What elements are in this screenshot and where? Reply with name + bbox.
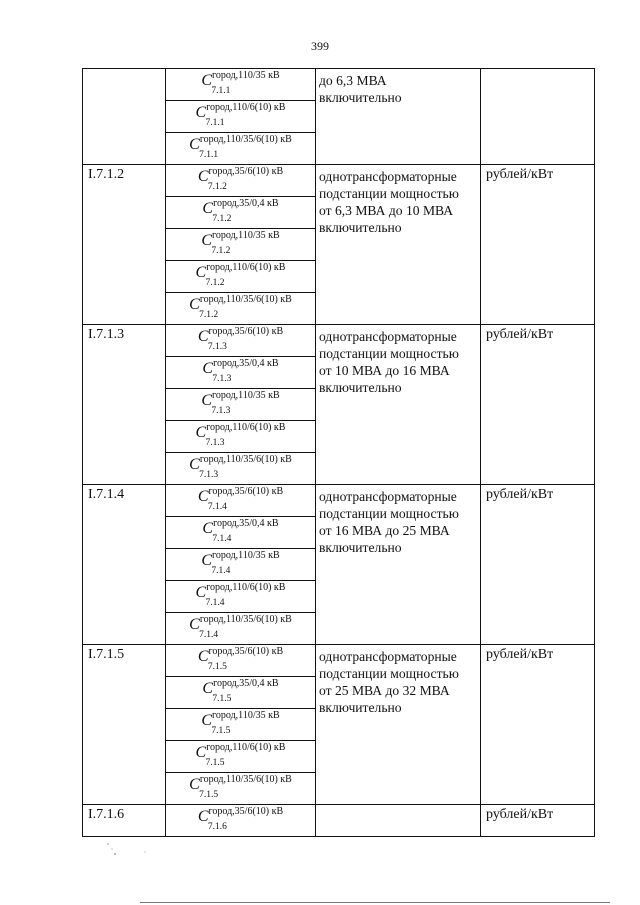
description-line: включительно bbox=[319, 380, 402, 395]
item-code: I.7.1.5 bbox=[83, 645, 166, 805]
rate-symbol-cell bbox=[166, 133, 316, 165]
rate-symbol-cell bbox=[166, 517, 316, 549]
description-line: от 25 МВА до 32 МВА bbox=[319, 683, 450, 698]
rate-symbol bbox=[189, 133, 292, 161]
rate-symbol-cell bbox=[166, 549, 316, 581]
rate-symbol-superscript: город,110/6(10) кВ bbox=[206, 422, 286, 433]
rate-symbol-cell bbox=[166, 197, 316, 229]
rate-symbol-base: C bbox=[197, 648, 209, 665]
rate-symbol-subscript: 7.1.3 bbox=[199, 470, 219, 480]
description-line: включительно bbox=[319, 540, 402, 555]
rate-symbol-subscript: 7.1.5 bbox=[205, 758, 225, 768]
rate-symbol-subscript: 7.1.1 bbox=[211, 86, 231, 96]
rate-symbol bbox=[196, 421, 286, 449]
table-row bbox=[83, 805, 595, 837]
rate-symbol-base: C bbox=[197, 808, 209, 825]
rate-symbol-cell bbox=[166, 421, 316, 453]
rate-symbol-superscript: город,110/35 кВ bbox=[212, 550, 280, 561]
description-line: включительно bbox=[319, 220, 402, 235]
rate-symbol-cell bbox=[166, 261, 316, 293]
description-line: однотрансформаторные bbox=[319, 169, 457, 184]
table-row bbox=[83, 485, 595, 517]
rate-symbol-cell bbox=[166, 485, 316, 517]
unit-of-measure: рублей/кВт bbox=[481, 645, 595, 805]
rate-symbol bbox=[201, 69, 279, 97]
rate-symbol-base: C bbox=[197, 328, 209, 345]
rate-symbol-base: C bbox=[195, 424, 207, 441]
rate-symbol-base: C bbox=[195, 264, 207, 281]
item-description bbox=[316, 69, 481, 165]
rate-symbol-subscript: 7.1.1 bbox=[205, 118, 225, 128]
rate-symbol-superscript: город,110/6(10) кВ bbox=[206, 102, 286, 113]
rate-symbol-subscript: 7.1.2 bbox=[199, 310, 219, 320]
rate-symbol-superscript: город,110/35/6(10) кВ bbox=[199, 774, 292, 785]
description-line: подстанции мощностью bbox=[319, 506, 459, 521]
rate-symbol-cell bbox=[166, 773, 316, 805]
rate-symbol-superscript: город,110/35/6(10) кВ bbox=[199, 454, 292, 465]
rate-symbol-subscript: 7.1.4 bbox=[199, 630, 219, 640]
rate-symbol bbox=[196, 261, 286, 289]
rate-symbol-base: C bbox=[201, 72, 213, 89]
rate-symbol-superscript: город,110/35 кВ bbox=[212, 230, 280, 241]
description-line: от 10 МВА до 16 МВА bbox=[319, 363, 450, 378]
rate-symbol-cell bbox=[166, 325, 316, 357]
rate-symbol-cell bbox=[166, 805, 316, 837]
rate-symbol bbox=[202, 677, 278, 705]
rate-symbol-base: C bbox=[195, 584, 207, 601]
description-line: однотрансформаторные bbox=[319, 329, 457, 344]
rate-symbol-cell bbox=[166, 389, 316, 421]
rate-symbol bbox=[196, 581, 286, 609]
rate-symbol-subscript: 7.1.5 bbox=[207, 662, 227, 672]
rate-symbol bbox=[198, 325, 283, 353]
rate-symbol-superscript: город,110/6(10) кВ bbox=[206, 582, 286, 593]
rate-symbol-cell bbox=[166, 613, 316, 645]
rate-symbol-base: C bbox=[197, 168, 209, 185]
rate-symbol-subscript: 7.1.2 bbox=[207, 182, 227, 192]
rate-symbol bbox=[189, 613, 292, 641]
rate-symbol-cell bbox=[166, 453, 316, 485]
rate-symbol-superscript: город,35/0,4 кВ bbox=[213, 198, 279, 209]
rate-symbol-superscript: город,35/0,4 кВ bbox=[213, 518, 279, 529]
rate-symbol-base: C bbox=[195, 744, 207, 761]
rate-symbol-base: C bbox=[189, 296, 200, 313]
rate-symbol-base: C bbox=[201, 712, 213, 729]
rate-symbol bbox=[202, 357, 278, 385]
rate-symbol-superscript: город,110/35 кВ bbox=[212, 710, 280, 721]
rate-symbol-cell bbox=[166, 165, 316, 197]
item-description bbox=[316, 485, 481, 645]
rate-symbol-cell bbox=[166, 581, 316, 613]
rate-symbol-superscript: город,110/35/6(10) кВ bbox=[199, 614, 292, 625]
item-code: I.7.1.6 bbox=[83, 805, 166, 837]
rate-symbol-subscript: 7.1.2 bbox=[205, 278, 225, 288]
unit-of-measure: рублей/кВт bbox=[481, 325, 595, 485]
rate-symbol-base: C bbox=[202, 360, 214, 377]
scan-speck-marks bbox=[105, 840, 165, 870]
description-line: от 6,3 МВА до 10 МВА bbox=[319, 203, 454, 218]
rate-symbol-base: C bbox=[189, 456, 200, 473]
item-code: I.7.1.2 bbox=[83, 165, 166, 325]
table-row bbox=[83, 69, 595, 101]
rate-symbol-superscript: город,110/35/6(10) кВ bbox=[199, 134, 292, 145]
rate-symbol-subscript: 7.1.3 bbox=[205, 438, 225, 448]
rate-symbol bbox=[201, 229, 279, 257]
rate-symbol-subscript: 7.1.6 bbox=[207, 822, 227, 832]
rate-symbol-base: C bbox=[189, 776, 200, 793]
rate-symbol bbox=[201, 389, 279, 417]
rate-symbol-base: C bbox=[197, 488, 209, 505]
rate-symbol-superscript: город,110/35/6(10) кВ bbox=[199, 294, 292, 305]
rate-symbol-superscript: город,35/6(10) кВ bbox=[208, 486, 284, 497]
description-line: до 6,3 МВА bbox=[319, 73, 387, 88]
description-line: однотрансформаторные bbox=[319, 649, 457, 664]
rate-symbol-base: C bbox=[189, 616, 200, 633]
item-description bbox=[316, 645, 481, 805]
rate-symbol-base: C bbox=[202, 520, 214, 537]
rate-symbol bbox=[202, 517, 278, 545]
rate-symbol-superscript: город,110/35 кВ bbox=[212, 70, 280, 81]
rate-symbol-subscript: 7.1.2 bbox=[212, 214, 232, 224]
rate-symbol-subscript: 7.1.4 bbox=[211, 566, 231, 576]
rate-symbol-subscript: 7.1.4 bbox=[205, 598, 225, 608]
rate-symbol-cell bbox=[166, 293, 316, 325]
description-line: от 16 МВА до 25 МВА bbox=[319, 523, 450, 538]
unit-of-measure: рублей/кВт bbox=[481, 485, 595, 645]
rate-symbol-base: C bbox=[202, 200, 214, 217]
rate-symbol-cell bbox=[166, 741, 316, 773]
rate-symbol bbox=[196, 741, 286, 769]
rate-symbol bbox=[198, 805, 283, 833]
rate-symbol-superscript: город,35/6(10) кВ bbox=[208, 326, 284, 337]
rate-symbol-base: C bbox=[202, 680, 214, 697]
page-number: 399 bbox=[311, 39, 329, 53]
rate-symbol-cell bbox=[166, 357, 316, 389]
unit-of-measure: рублей/кВт bbox=[481, 165, 595, 325]
rate-symbol bbox=[198, 645, 283, 673]
rate-symbol bbox=[189, 773, 292, 801]
rate-symbol-subscript: 7.1.3 bbox=[211, 406, 231, 416]
rate-symbol bbox=[189, 293, 292, 321]
description-line: однотрансформаторные bbox=[319, 489, 457, 504]
rate-symbol bbox=[202, 197, 278, 225]
rate-symbol-base: C bbox=[201, 232, 213, 249]
tariff-table bbox=[82, 68, 595, 837]
rate-symbol-superscript: город,110/35 кВ bbox=[212, 390, 280, 401]
rate-symbol bbox=[189, 453, 292, 481]
item-description bbox=[316, 805, 481, 837]
item-description bbox=[316, 165, 481, 325]
description-line: подстанции мощностью bbox=[319, 666, 459, 681]
rate-symbol bbox=[198, 485, 283, 513]
rate-symbol-subscript: 7.1.3 bbox=[212, 374, 232, 384]
description-line: включительно bbox=[319, 700, 402, 715]
unit-of-measure bbox=[481, 69, 595, 165]
rate-symbol bbox=[198, 165, 283, 193]
rate-symbol-subscript: 7.1.1 bbox=[199, 150, 219, 160]
rate-symbol-base: C bbox=[195, 104, 207, 121]
tariff-table-body bbox=[83, 69, 595, 837]
rate-symbol-subscript: 7.1.5 bbox=[212, 694, 232, 704]
table-row bbox=[83, 165, 595, 197]
table-row bbox=[83, 325, 595, 357]
rate-symbol-subscript: 7.1.5 bbox=[199, 790, 219, 800]
rate-symbol-superscript: город,35/0,4 кВ bbox=[213, 358, 279, 369]
description-line: подстанции мощностью bbox=[319, 346, 459, 361]
rate-symbol-cell bbox=[166, 709, 316, 741]
unit-of-measure: рублей/кВт bbox=[481, 805, 595, 837]
description-line: подстанции мощностью bbox=[319, 186, 459, 201]
rate-symbol-subscript: 7.1.5 bbox=[211, 726, 231, 736]
rate-symbol-cell bbox=[166, 69, 316, 101]
item-code bbox=[83, 69, 166, 165]
description-line: включительно bbox=[319, 90, 402, 105]
rate-symbol-superscript: город,35/0,4 кВ bbox=[213, 678, 279, 689]
rate-symbol-subscript: 7.1.2 bbox=[211, 246, 231, 256]
item-description bbox=[316, 325, 481, 485]
rate-symbol bbox=[201, 709, 279, 737]
scan-bottom-edge bbox=[140, 902, 610, 903]
rate-symbol-base: C bbox=[201, 392, 213, 409]
rate-symbol-superscript: город,35/6(10) кВ bbox=[208, 806, 284, 817]
rate-symbol-subscript: 7.1.3 bbox=[207, 342, 227, 352]
table-row bbox=[83, 645, 595, 677]
rate-symbol-cell bbox=[166, 101, 316, 133]
rate-symbol-cell bbox=[166, 677, 316, 709]
rate-symbol-superscript: город,110/6(10) кВ bbox=[206, 742, 286, 753]
rate-symbol-superscript: город,35/6(10) кВ bbox=[208, 166, 284, 177]
rate-symbol-base: C bbox=[189, 136, 200, 153]
rate-symbol bbox=[201, 549, 279, 577]
item-code: I.7.1.4 bbox=[83, 485, 166, 645]
item-code: I.7.1.3 bbox=[83, 325, 166, 485]
rate-symbol-cell bbox=[166, 645, 316, 677]
rate-symbol-cell bbox=[166, 229, 316, 261]
rate-symbol-superscript: город,35/6(10) кВ bbox=[208, 646, 284, 657]
rate-symbol-base: C bbox=[201, 552, 213, 569]
rate-symbol-superscript: город,110/6(10) кВ bbox=[206, 262, 286, 273]
rate-symbol-subscript: 7.1.4 bbox=[212, 534, 232, 544]
rate-symbol-subscript: 7.1.4 bbox=[207, 502, 227, 512]
rate-symbol bbox=[196, 101, 286, 129]
